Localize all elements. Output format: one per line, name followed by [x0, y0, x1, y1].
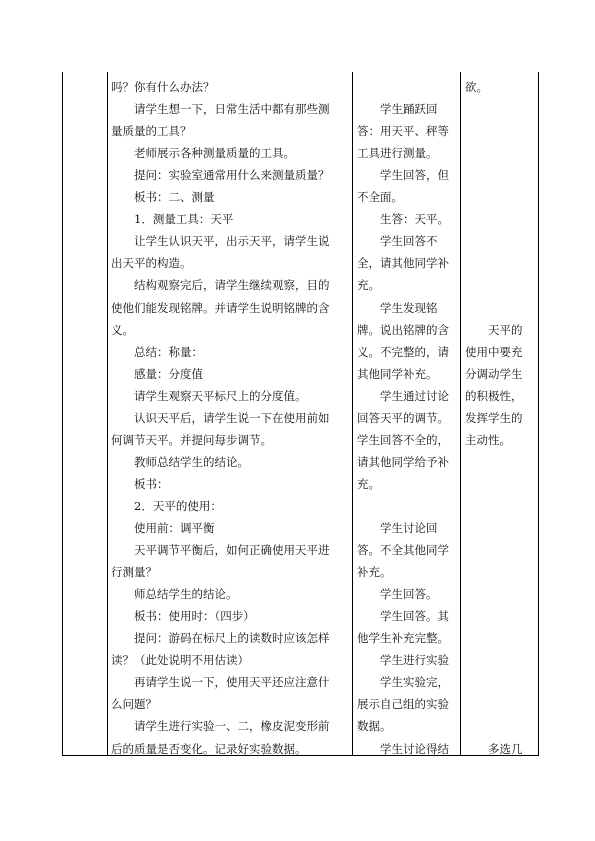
table-right-border	[538, 72, 539, 755]
teacher-text-line: 使他们能发现铭牌。并请学生说明铭牌的含	[111, 300, 330, 315]
teacher-text-line: 行测量？	[111, 565, 157, 580]
student-text-line: 答：用天平、秤等	[357, 124, 449, 139]
teacher-text-line: 提问：游码在标尺上的读数时应该怎样	[111, 631, 330, 646]
teacher-text-line: 感量：分度值	[111, 366, 203, 381]
teacher-text-line: 认识天平后，请学生说一下在使用前如	[111, 410, 330, 425]
student-text-line: 工具进行测量。	[357, 146, 438, 161]
student-text-line: 全，请其他同学补	[357, 256, 449, 271]
table-left-border	[62, 72, 63, 755]
teacher-text-line: 请学生进行实验一、二，橡皮泥变形前	[111, 719, 330, 734]
student-text-line: 不全面。	[357, 190, 403, 205]
student-text-line: 其他同学补充。	[357, 366, 438, 381]
teacher-text-line: 出天平的构造。	[111, 256, 192, 271]
teacher-text-line: 师总结学生的结论。	[111, 587, 238, 602]
student-text-line: 请其他同学给予补	[357, 454, 449, 469]
note-text-line: 使用中要充	[465, 344, 523, 359]
student-text-line: 数据。	[357, 719, 392, 734]
teacher-text-line: 使用前：调平衡	[111, 521, 215, 535]
student-text-line: 补充。	[357, 565, 392, 580]
student-text-line: 答。不全其他同学	[357, 543, 449, 558]
note-text-line: 主动性。	[465, 432, 511, 447]
note-text-line: 分调动学生	[465, 366, 523, 381]
student-text-line: 学生回答，但	[357, 168, 449, 183]
student-text-line: 学生通过讨论	[357, 388, 449, 403]
note-text-line: 欲。	[465, 80, 488, 94]
student-text-line: 学生讨论得结	[357, 741, 449, 756]
student-text-line: 学生回答不	[357, 234, 438, 249]
teacher-text-line: 板书：使用时：（四步）	[111, 609, 255, 624]
teacher-text-line: 1．测量工具：天平	[111, 212, 234, 227]
student-text-line: 学生回答。	[357, 587, 438, 602]
teacher-text-line: 让学生认识天平，出示天平，请学生说	[111, 234, 330, 249]
note-text-line: 的积极性，	[465, 388, 523, 403]
teacher-text-line: 教师总结学生的结论。	[111, 454, 249, 469]
teacher-text-line: 吗？你有什么办法？	[111, 80, 215, 94]
student-text-line: 他学生补充完整。	[357, 631, 449, 646]
teacher-text-line: 老师展示各种测量质量的工具。	[111, 146, 295, 161]
teacher-text-line: 再请学生说一下，使用天平还应注意什	[111, 675, 330, 690]
student-text-line: 义。不完整的，请	[357, 344, 449, 359]
column-divider-2	[352, 72, 353, 755]
teacher-text-line: 天平调节平衡后，如何正确使用天平进	[111, 543, 330, 558]
note-text-line: 天平的	[465, 322, 523, 337]
column-divider-3	[460, 72, 461, 755]
teacher-text-line: 板书：二、测量	[111, 190, 215, 205]
student-text-line: 学生讨论回	[357, 521, 438, 535]
teacher-text-line: 么问题？	[111, 697, 157, 712]
teacher-text-line: 量质量的工具？	[111, 124, 192, 139]
note-text-line: 发挥学生的	[465, 410, 523, 425]
column-divider-1	[107, 72, 108, 755]
teacher-text-line: 何调节天平。并提问每步调节。	[111, 432, 272, 447]
teacher-text-line: 义。	[111, 322, 134, 337]
teacher-text-line: 2．天平的使用：	[111, 498, 222, 513]
student-text-line: 展示自己组的实验	[357, 697, 449, 712]
student-text-line: 学生发现铭	[357, 300, 438, 315]
teacher-text-line: 请学生想一下，日常生活中都有那些测	[111, 102, 330, 117]
student-text-line: 学生实验完，	[357, 675, 449, 690]
teacher-text-line: 后的质量是否变化。记录好实验数据。	[111, 741, 307, 756]
teacher-text-line: 板书：	[111, 476, 169, 491]
note-text-line: 多选几	[465, 741, 523, 756]
student-text-line: 生答：天平。	[357, 212, 449, 227]
student-text-line: 充。	[357, 278, 380, 293]
student-text-line: 学生踊跃回	[357, 102, 438, 117]
student-text-line: 牌。说出铭牌的含	[357, 322, 449, 337]
teacher-text-line: 提问：实验室通常用什么来测量质量？	[111, 168, 330, 183]
teacher-text-line: 总结：称量：	[111, 344, 203, 359]
student-text-line: 充。	[357, 476, 380, 491]
student-text-line: 回答天平的调节。	[357, 410, 449, 425]
teacher-text-line: 结构观察完后，请学生继续观察，目的	[111, 278, 330, 293]
teacher-text-line: 读？（此处说明不用估读）	[111, 653, 249, 668]
student-text-line: 学生回答不全的，	[357, 432, 449, 447]
teacher-text-line: 请学生观察天平标尺上的分度值。	[111, 388, 307, 403]
student-text-line: 学生进行实验	[357, 653, 449, 668]
student-text-line: 学生回答。其	[357, 609, 449, 624]
